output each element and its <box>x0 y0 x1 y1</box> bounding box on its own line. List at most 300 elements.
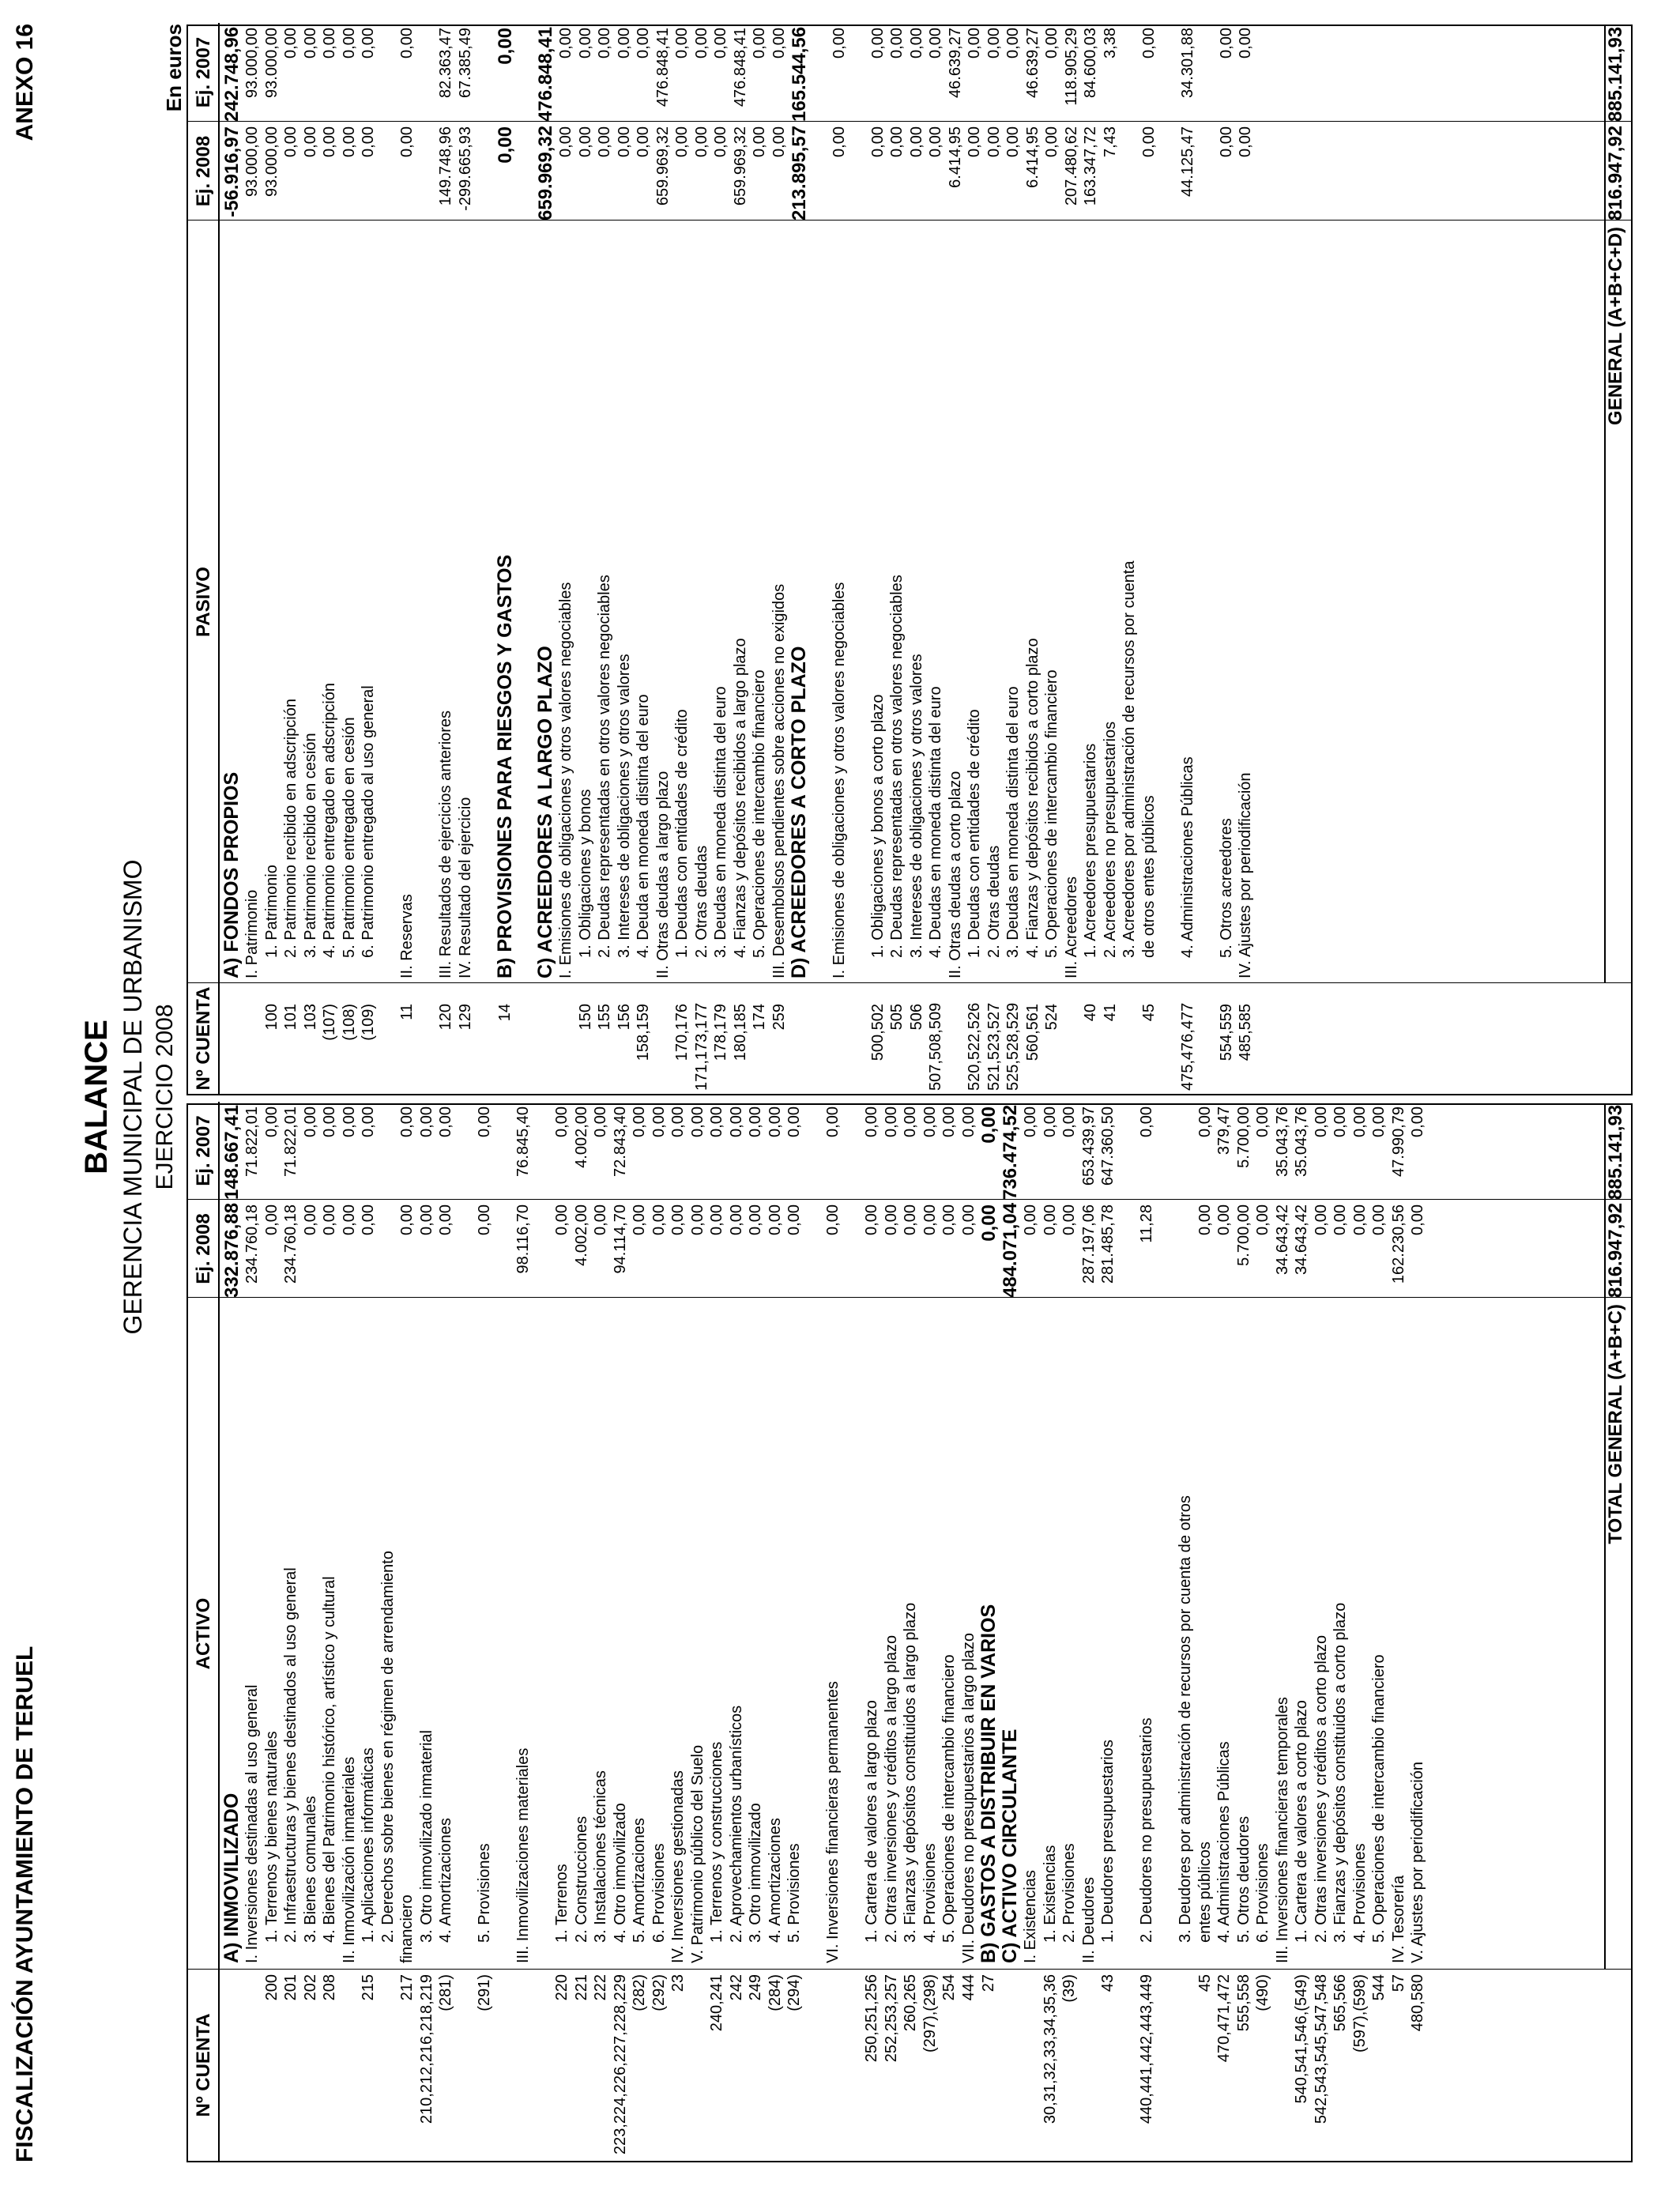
pasivo-row <box>595 26 615 1094</box>
line-label: 1. Terrenos y bienes naturales <box>262 1731 281 1943</box>
account-code: 507,508,509 <box>927 1002 944 1091</box>
activo-row <box>1350 1105 1370 2161</box>
activo-row <box>630 1105 650 2161</box>
pasivo-row <box>985 26 1004 1094</box>
account-code: 525,528,529 <box>1004 1002 1022 1091</box>
value-2008: 0,00 <box>868 126 887 157</box>
value-2008: 0,00 <box>360 1204 377 1235</box>
activo-row <box>572 1105 592 2161</box>
pasivo-total-2007: 885.141,93 <box>1605 26 1626 122</box>
line-label: IV. Inversiones gestionadas <box>669 1770 687 1963</box>
value-2008: 162.230,56 <box>1389 1204 1407 1284</box>
value-2007: 0,00 <box>692 28 710 58</box>
line-label: 2. Aprovechamientos urbanísticos <box>727 1705 745 1943</box>
value-2007: 0,00 <box>673 28 691 58</box>
account-code: 170,176 <box>673 1004 691 1061</box>
line-label: 4. Deudas en moneda distinta del euro <box>927 686 944 958</box>
value-2007: 647.360,50 <box>1099 1106 1117 1186</box>
pasivo-row <box>1120 26 1139 1094</box>
account-code: 524 <box>1043 1004 1060 1031</box>
value-2007: 35.043,76 <box>1293 1106 1310 1177</box>
pasivo-total-2008: 816.947,92 <box>1605 125 1626 221</box>
value-2008: 0,00 <box>262 1204 281 1235</box>
value-2008: 34.643,42 <box>1273 1204 1291 1275</box>
value-2007: 0,00 <box>360 28 377 58</box>
account-code: 23 <box>669 1974 687 1992</box>
pasivo-row <box>692 26 712 1094</box>
value-2008: 281.485,78 <box>1099 1204 1117 1284</box>
account-code: (109) <box>360 1004 377 1041</box>
value-2007: 0,00 <box>301 28 319 58</box>
annex-label: ANEXO 16 <box>12 24 38 141</box>
value-2008: 0,00 <box>824 1204 842 1235</box>
line-label: 4. Administraciones Públicas <box>1215 1741 1233 1943</box>
value-2008: 0,00 <box>553 1204 571 1235</box>
value-2008: 0,00 <box>1196 1204 1214 1235</box>
pasivo-row <box>849 26 868 1094</box>
pasivo-row <box>281 26 301 1094</box>
line-label: entes públicos <box>1196 1842 1214 1943</box>
line-label: 5. Amortizaciones <box>631 1818 648 1943</box>
activo-row <box>1215 1105 1234 2161</box>
line-label: C) ACTIVO CIRCULANTE <box>999 1728 1021 1963</box>
line-label: V. Ajustes por periodificación <box>1409 1762 1426 1963</box>
value-2007: 0,00 <box>437 1106 454 1137</box>
pasivo-row <box>946 26 966 1094</box>
value-2008: 0,00 <box>321 126 338 157</box>
pasivo-label-header: PASIVO <box>188 221 220 983</box>
account-code: (282) <box>631 1974 648 2011</box>
line-label: I. Existencias <box>1022 1870 1039 1963</box>
value-2008: 0,00 <box>1237 126 1254 157</box>
pasivo-2008-header: Ej. 2008 <box>188 122 220 221</box>
value-2008: 0,00 <box>985 126 1003 157</box>
line-label: II. Reservas <box>398 894 416 978</box>
value-2008: 0,00 <box>1004 126 1022 157</box>
activo-row <box>804 1105 824 2161</box>
account-code: 217 <box>398 1974 416 2001</box>
pasivo-total-label: GENERAL (A+B+C+D) <box>1605 227 1626 425</box>
pasivo-row <box>262 26 282 1094</box>
pasivo-row <box>907 26 927 1094</box>
line-label: 3. Otro inmovilizado <box>747 1803 764 1943</box>
value-2007: 84.600,03 <box>1082 28 1099 98</box>
pasivo-account-header: Nº CUENTA <box>188 983 220 1094</box>
line-label: 1. Acreedores presupuestarios <box>1082 743 1099 958</box>
account-code: 470,471,472 <box>1215 1974 1233 2063</box>
account-code: (284) <box>766 1974 784 2011</box>
value-2007: 0,00 <box>321 28 338 58</box>
activo-row <box>862 1105 882 2161</box>
account-code: 180,185 <box>731 1004 749 1061</box>
line-label: A) INMOVILIZADO <box>220 1793 243 1963</box>
activo-row <box>340 1105 360 2161</box>
account-code: (597),(598) <box>1350 1974 1369 2053</box>
value-2007: 0,00 <box>360 1106 377 1137</box>
pasivo-row <box>320 26 340 1094</box>
exercise-label: EJERCICIO 2008 <box>152 1004 178 1190</box>
value-2008: 0,00 <box>882 1204 900 1235</box>
value-2007: 0,00 <box>766 1106 784 1137</box>
line-label: 4. Patrimonio entregado en adscripción <box>321 683 338 958</box>
value-2008: 0,00 <box>340 126 358 157</box>
value-2007: 4.002,00 <box>572 1106 590 1168</box>
value-2007: 476.848,41 <box>731 28 749 107</box>
activo-row <box>281 1105 301 2161</box>
account-code: 156 <box>615 1004 633 1031</box>
value-2007: 0,00 <box>1332 1106 1349 1137</box>
pasivo-row <box>830 26 849 1094</box>
pasivo-row <box>475 26 495 1094</box>
pasivo-row <box>731 26 751 1094</box>
activo-table <box>186 1103 1633 2162</box>
activo-total-row <box>1607 1105 1625 2161</box>
value-2008: 0,00 <box>615 126 633 157</box>
pasivo-row <box>397 26 417 1094</box>
account-code: (297),(298) <box>921 1974 939 2053</box>
value-2007: 0,00 <box>1254 1106 1271 1137</box>
line-label: VII. Deudores no presupuestarios a largo plazo <box>959 1632 977 1963</box>
account-code: 158,159 <box>635 1004 652 1061</box>
account-code: 103 <box>301 1004 319 1031</box>
pasivo-row <box>926 26 946 1094</box>
value-2008: 234.760,18 <box>243 1204 261 1284</box>
line-label: 2. Acreedores no presupuestarios <box>1101 721 1119 958</box>
activo-row <box>591 1105 611 2161</box>
value-2008: 0,00 <box>1215 1204 1233 1235</box>
value-2007: 0,00 <box>1004 28 1022 58</box>
value-2008: 659.969,32 <box>535 125 556 221</box>
pasivo-row <box>516 26 536 1094</box>
pasivo-row <box>654 26 673 1094</box>
value-2007: 0,00 <box>1237 28 1254 58</box>
account-code: 260,265 <box>902 1974 919 2032</box>
value-2007: 148.667,41 <box>221 1104 243 1200</box>
value-2008: 6.414,95 <box>946 126 964 188</box>
account-code: 444 <box>959 1974 977 2001</box>
pasivo-row <box>556 26 576 1094</box>
value-2008: 0,00 <box>747 1204 764 1235</box>
account-code: 544 <box>1370 1974 1388 2001</box>
line-label: 4. Deuda en moneda distinta del euro <box>635 694 652 958</box>
account-code: 259 <box>770 1004 788 1031</box>
line-label: 2. Otras deudas <box>692 845 710 958</box>
pasivo-row <box>1081 26 1101 1094</box>
value-2008: 0,00 <box>1217 126 1235 157</box>
line-label: 2. Otras deudas <box>985 845 1003 958</box>
account-code: 242 <box>727 1974 745 2001</box>
line-label: 1. Obligaciones y bonos <box>576 789 594 958</box>
line-label: 2. Deudores no presupuestarios <box>1138 1717 1155 1943</box>
value-2007: 0,00 <box>1370 1106 1388 1137</box>
value-2007: 34.301,88 <box>1178 28 1196 98</box>
activo-label-header: ACTIVO <box>188 1298 220 1970</box>
activo-row <box>552 1105 572 2161</box>
line-label: III. Acreedores <box>1062 876 1080 978</box>
value-2008: 0,00 <box>673 126 691 157</box>
pasivo-row <box>615 26 635 1094</box>
value-2007: 71.822,01 <box>243 1106 261 1177</box>
value-2008: 93.000,00 <box>243 126 261 197</box>
account-code: 210,212,216,218,219 <box>417 1974 435 2124</box>
pasivo-row <box>810 26 830 1094</box>
activo-row <box>1079 1105 1099 2161</box>
line-label: 3. Intereses de obligaciones y otros valores <box>615 654 633 958</box>
value-2007: 0,00 <box>959 1106 977 1137</box>
value-2008: 98.116,70 <box>514 1204 532 1274</box>
pasivo-row <box>221 26 243 1094</box>
value-2007: 0,00 <box>417 1106 435 1137</box>
line-label: 6. Provisiones <box>650 1843 668 1943</box>
activo-total-2007: 885.141,93 <box>1605 1104 1626 1200</box>
line-label: 2. Deudas representadas en otros valores negociables <box>596 575 613 958</box>
pasivo-table <box>186 25 1633 1095</box>
value-2007: 0,00 <box>712 28 729 58</box>
activo-row <box>262 1105 282 2161</box>
balance-title: BALANCE <box>79 1020 114 1174</box>
value-2007: 476.848,41 <box>654 28 672 107</box>
line-label: II. Inmovilización inmateriales <box>340 1756 358 1963</box>
account-code: (291) <box>476 1974 493 2011</box>
account-code: 223,224,226,227,228,229 <box>611 1974 629 2154</box>
account-code: 11 <box>398 1004 416 1020</box>
line-label: financiero <box>398 1894 416 1963</box>
line-label: 5. Provisiones <box>476 1843 493 1943</box>
value-2008: 94.114,70 <box>611 1204 629 1274</box>
line-label: 4. Fianzas y depósitos recibidos a corto plazo <box>1023 638 1042 958</box>
value-2007: 0,00 <box>592 1106 609 1137</box>
line-label: 5. Otros acreedores <box>1217 818 1235 958</box>
value-2008: 0,00 <box>282 126 299 157</box>
activo-row <box>785 1105 804 2161</box>
account-code: 100 <box>262 1004 281 1031</box>
account-code: 506 <box>907 1004 925 1031</box>
value-2007: 0,00 <box>708 1106 725 1137</box>
account-code: 480,580 <box>1409 1974 1426 2032</box>
value-2008: 484.071,04 <box>1000 1202 1021 1298</box>
value-2008: 0,00 <box>650 1204 668 1235</box>
line-label: 3. Fianzas y depósitos constituidos a largo plazo <box>902 1602 919 1943</box>
line-label: 3. Deudas en moneda distinta del euro <box>712 686 729 958</box>
value-2008: 0,00 <box>921 1204 939 1235</box>
value-2008: 0,00 <box>476 1204 493 1235</box>
value-2007: 0,00 <box>476 1106 493 1137</box>
activo-row <box>1331 1105 1350 2161</box>
pasivo-row <box>1042 26 1062 1094</box>
activo-row <box>1060 1105 1079 2161</box>
value-2007: 0,00 <box>301 1106 319 1137</box>
line-label: 2. Otras inversiones y créditos a corto plazo <box>1312 1634 1330 1943</box>
value-2008: 0,00 <box>301 126 319 157</box>
value-2007: 0,00 <box>747 1106 764 1137</box>
activo-account-header: Nº CUENTA <box>188 1970 220 2161</box>
line-label: 3. Deudores por administración de recursos por cuenta de otros <box>1177 1495 1194 1943</box>
pasivo-row <box>789 26 810 1094</box>
value-2007: 0,00 <box>940 1106 958 1137</box>
line-label: III. Resultados de ejercicios anteriores <box>437 710 454 978</box>
value-2007: 653.439,97 <box>1079 1106 1098 1186</box>
account-code: 240,241 <box>708 1974 725 2032</box>
value-2008: 0,00 <box>830 126 848 157</box>
line-label: 1. Obligaciones y bonos a corto plazo <box>868 694 887 958</box>
line-label: 4. Administraciones Públicas <box>1178 756 1196 958</box>
pasivo-row <box>634 26 654 1094</box>
value-2007: 5.700,00 <box>1234 1106 1252 1168</box>
line-label: de otros entes públicos <box>1139 795 1158 958</box>
value-2008: -299.665,93 <box>456 126 474 211</box>
activo-row <box>1312 1105 1332 2161</box>
activo-row <box>1253 1105 1273 2161</box>
activo-row <box>882 1105 902 2161</box>
value-2008: 0,00 <box>863 1204 880 1235</box>
pasivo-row <box>417 26 437 1094</box>
report-title: FISCALIZACIÓN AYUNTAMIENTO DE TERUEL <box>12 1646 38 2162</box>
value-2007: 82.363,47 <box>437 28 454 98</box>
value-2008: 0,00 <box>398 1204 416 1235</box>
line-label: 2. Patrimonio recibido en adscripción <box>282 699 299 958</box>
pasivo-row <box>535 26 556 1094</box>
pasivo-row <box>672 26 692 1094</box>
value-2007: 0,00 <box>262 1106 281 1137</box>
line-label: 1. Deudas con entidades de crédito <box>673 709 691 958</box>
line-label: 2. Infraestructuras y bienes destinados al uso general <box>282 1567 299 1943</box>
value-2007: 476.848,41 <box>535 26 556 122</box>
value-2008: 0,00 <box>978 1204 1000 1242</box>
value-2008: 163.347,72 <box>1082 126 1099 206</box>
value-2008: 0,00 <box>635 126 652 157</box>
activo-row <box>1196 1105 1215 2161</box>
activo-row <box>320 1105 340 2161</box>
value-2008: 0,00 <box>1060 1204 1078 1235</box>
value-2007: 93.000,00 <box>262 28 281 98</box>
account-code: 505 <box>888 1004 906 1031</box>
line-label: I. Patrimonio <box>243 889 261 978</box>
activo-row <box>1118 1105 1138 2161</box>
value-2008: 0,00 <box>902 1204 919 1235</box>
activo-row <box>669 1105 688 2161</box>
value-2008: 7,43 <box>1101 126 1119 157</box>
activo-row <box>475 1105 495 2161</box>
account-code: 560,561 <box>1023 1004 1042 1061</box>
account-code: (281) <box>437 1974 454 2011</box>
activo-row <box>727 1105 747 2161</box>
account-code: 221 <box>572 1974 590 2001</box>
account-code: 45 <box>1139 1004 1158 1022</box>
value-2007: 46.639,27 <box>946 28 964 98</box>
account-code: 220 <box>553 1974 571 2001</box>
line-label: C) ACREEDORES A LARGO PLAZO <box>534 646 556 978</box>
value-2008: 0,00 <box>398 126 416 157</box>
value-2007: 379,47 <box>1215 1106 1233 1155</box>
value-2007: 0,00 <box>1022 1106 1039 1137</box>
account-code: 40 <box>1082 1004 1099 1022</box>
account-code: 249 <box>747 1974 764 2001</box>
value-2007: 0,00 <box>553 1106 571 1137</box>
value-2008: 0,00 <box>712 126 729 157</box>
value-2008: 0,00 <box>340 1204 358 1235</box>
line-label: 2. Otras inversiones y créditos a largo plazo <box>882 1634 900 1943</box>
value-2007: 0,00 <box>494 28 516 65</box>
account-code: 475,476,477 <box>1178 1002 1196 1091</box>
value-2008: 0,00 <box>907 126 925 157</box>
line-label: II. Otras deudas a corto plazo <box>946 771 964 978</box>
value-2008: 0,00 <box>1370 1204 1388 1235</box>
account-code: 208 <box>321 1974 338 2001</box>
activo-row <box>1137 1105 1157 2161</box>
value-2007: 0,00 <box>650 1106 668 1137</box>
line-label: 4. Amortizaciones <box>766 1818 784 1943</box>
pasivo-row <box>1236 26 1256 1094</box>
account-code: 440,441,442,443,449 <box>1138 1974 1155 2124</box>
value-2007: 46.639,27 <box>1023 28 1042 98</box>
value-2008: 34.643,42 <box>1293 1204 1310 1275</box>
line-label: 6. Patrimonio entregado al uso general <box>360 685 377 958</box>
activo-row <box>843 1105 863 2161</box>
line-label: III. Inversiones financieras temporales <box>1273 1697 1291 1963</box>
value-2008: 213.895,57 <box>789 125 810 221</box>
activo-row <box>243 1105 262 2161</box>
value-2008: 0,00 <box>688 1204 706 1235</box>
pasivo-row <box>711 26 731 1094</box>
value-2008: 0,00 <box>576 126 594 157</box>
account-code: 215 <box>360 1974 377 2001</box>
line-label: 3. Patrimonio recibido en cesión <box>301 733 319 958</box>
value-2007: 0,00 <box>985 28 1003 58</box>
activo-row <box>940 1105 959 2161</box>
value-2007: 0,00 <box>978 1106 1000 1144</box>
value-2007: 0,00 <box>902 1106 919 1137</box>
account-code: 202 <box>301 1974 319 2001</box>
value-2007: 0,00 <box>669 1106 687 1137</box>
line-label: 1. Deudas con entidades de crédito <box>966 709 983 958</box>
account-code: 222 <box>592 1974 609 2001</box>
value-2008: 0,00 <box>557 126 574 157</box>
value-2007: 0,00 <box>340 28 358 58</box>
activo-row <box>1292 1105 1312 2161</box>
account-code: 485,585 <box>1237 1004 1254 1061</box>
activo-row <box>1041 1105 1060 2161</box>
value-2007: 0,00 <box>1043 28 1060 58</box>
account-code: (292) <box>650 1974 668 2011</box>
account-code: 540,541,546,(549) <box>1293 1974 1310 2104</box>
value-2007: 0,00 <box>557 28 574 58</box>
value-2008: 287.197,06 <box>1079 1204 1098 1284</box>
value-2008: 0,00 <box>417 1204 435 1235</box>
pasivo-row <box>436 26 456 1094</box>
activo-row <box>1176 1105 1196 2161</box>
activo-row <box>611 1105 631 2161</box>
pasivo-row <box>750 26 770 1094</box>
activo-row <box>1408 1105 1428 2161</box>
line-label: 4. Otro inmovilizado <box>611 1803 629 1943</box>
line-label: B) PROVISIONES PARA RIESGOS Y GASTOS <box>493 554 516 978</box>
line-label: 2. Construcciones <box>572 1815 590 1943</box>
pasivo-row <box>1178 26 1198 1094</box>
line-label: IV. Resultado del ejercicio <box>456 797 474 978</box>
value-2007: 0,00 <box>1312 1106 1330 1137</box>
pasivo-row <box>1101 26 1121 1094</box>
pasivo-row <box>1217 26 1237 1094</box>
value-2007: 0,00 <box>398 1106 416 1137</box>
pasivo-row <box>456 26 476 1094</box>
activo-row <box>1273 1105 1293 2161</box>
activo-row <box>359 1105 379 2161</box>
line-label: 1. Aplicaciones informáticas <box>360 1747 377 1943</box>
pasivo-2007-header: Ej. 2007 <box>188 23 220 122</box>
value-2008: 6.414,95 <box>1023 126 1042 188</box>
account-code: 155 <box>596 1004 613 1031</box>
activo-row <box>959 1105 979 2161</box>
